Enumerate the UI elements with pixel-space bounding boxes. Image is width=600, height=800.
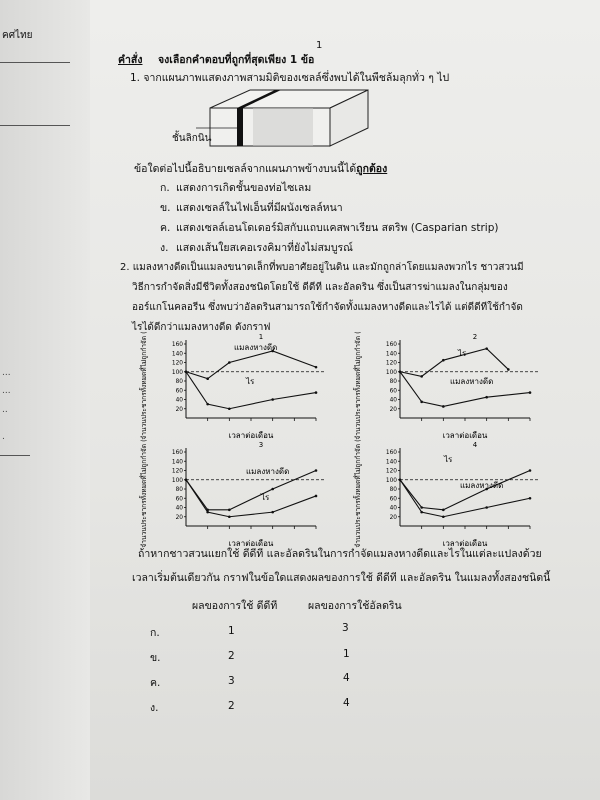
chart-svg bbox=[126, 332, 336, 442]
exam-page bbox=[90, 0, 600, 800]
y-tick-label: 40 bbox=[389, 505, 397, 512]
data-point bbox=[529, 391, 532, 394]
q1-question-emph: ถูกต้อง bbox=[356, 163, 388, 175]
row-ddt: 3 bbox=[228, 675, 235, 687]
y-tick-label: 20 bbox=[175, 406, 183, 413]
instruction-text: จงเลือกคำตอบที่ถูกที่สุดเพียง 1 ข้อ bbox=[158, 54, 315, 66]
data-point bbox=[399, 478, 402, 481]
q1-option-key: ข. bbox=[160, 202, 171, 214]
graph-4 bbox=[340, 440, 550, 550]
data-point bbox=[420, 506, 423, 509]
graph-1 bbox=[126, 332, 336, 442]
q1-option-key: ก. bbox=[160, 182, 170, 194]
data-point bbox=[315, 469, 318, 472]
y-tick-label: 140 bbox=[385, 459, 397, 466]
series-line bbox=[186, 351, 316, 379]
y-tick-label: 80 bbox=[389, 379, 397, 386]
q1-option-text: แสดงการเกิดชั้นของท่อไซเลม bbox=[176, 182, 312, 194]
chart-number: 3 bbox=[258, 441, 264, 449]
series-label: ไร bbox=[261, 493, 270, 502]
q1-option-text: แสดงเส้นใยสเคอเรงคิมาที่ยังไม่สมบูรณ์ bbox=[176, 242, 353, 254]
row-key: ก. bbox=[150, 627, 160, 639]
left-page-rule bbox=[0, 125, 70, 126]
data-point bbox=[185, 478, 188, 481]
q1-question: ข้อใดต่อไปนี้อธิบายเซลล์จากแผนภาพข้างบนนี้ได้ถูกต้อง bbox=[134, 163, 388, 175]
data-point bbox=[485, 506, 488, 509]
y-axis-label: จำนวนประชากรทั้งหมดที่ไม่ถูกกำจัด (%) bbox=[140, 440, 148, 548]
chart-number: 1 bbox=[258, 333, 264, 341]
y-tick-label: 60 bbox=[389, 388, 397, 395]
data-point bbox=[228, 515, 231, 518]
row-aldrin: 3 bbox=[342, 622, 349, 634]
q2-stem-line: วิธีการกำจัดสิ่งมีชีวิตทั้งสองชนิดโดยใช้ ดีดีที และอัลดริน ซึ่งเป็นสารฆ่าแมลงในกลุ่มของ bbox=[132, 282, 508, 293]
left-page-rule bbox=[0, 62, 70, 63]
y-tick-label: 60 bbox=[175, 496, 183, 503]
y-tick-label: 120 bbox=[385, 360, 397, 367]
left-page-fragment: คศไทย bbox=[2, 30, 33, 41]
series-label: ไร bbox=[246, 377, 255, 386]
q2-stem-line: 2. แมลงหางดีดเป็นแมลงขนาดเล็กที่พบอาศัยอยู่ในดิน และมักถูกล่าโดยแมลงพวกไร ชาวสวนมี bbox=[120, 262, 524, 273]
y-tick-label: 40 bbox=[389, 397, 397, 404]
y-tick-label: 40 bbox=[175, 505, 183, 512]
data-point bbox=[529, 497, 532, 500]
data-point bbox=[442, 515, 445, 518]
y-tick-label: 100 bbox=[385, 477, 397, 484]
y-axis-label: จำนวนประชากรทั้งหมดที่ไม่ถูกกำจัด (%) bbox=[354, 332, 362, 440]
series-label: แมลงหางดีด bbox=[234, 343, 278, 352]
data-point bbox=[271, 398, 274, 401]
y-tick-label: 80 bbox=[175, 379, 183, 386]
y-tick-label: 160 bbox=[385, 342, 397, 349]
data-point bbox=[420, 511, 423, 514]
data-point bbox=[485, 347, 488, 350]
data-point bbox=[228, 509, 231, 512]
graph-2 bbox=[340, 332, 550, 442]
series-label: แมลงหางดีด bbox=[246, 467, 290, 476]
y-tick-label: 140 bbox=[171, 459, 183, 466]
page-number: 1 bbox=[316, 40, 323, 51]
y-tick-label: 80 bbox=[175, 487, 183, 494]
row-aldrin: 4 bbox=[343, 697, 350, 709]
series-line bbox=[400, 349, 508, 377]
left-page-mark: ... bbox=[2, 368, 11, 378]
data-point bbox=[442, 405, 445, 408]
x-axis-label: เวลาต่อเดือน bbox=[442, 539, 488, 548]
chart-svg bbox=[340, 440, 550, 550]
data-point bbox=[399, 370, 402, 373]
data-point bbox=[420, 375, 423, 378]
data-point bbox=[206, 377, 209, 380]
data-point bbox=[228, 407, 231, 410]
data-point bbox=[442, 359, 445, 362]
q2-after-line: เวลาเริ่มต้นเดียวกัน กราฟในข้อใดแสดงผลของการใช้ ดีดีที และอัลดริน ในแมลงทั้งสองชนิดนี้ bbox=[132, 572, 551, 584]
q1-option-key: ค. bbox=[160, 222, 171, 234]
series-line bbox=[186, 480, 316, 517]
row-aldrin: 1 bbox=[343, 648, 350, 660]
lignin-label: ชั้นลิกนิน bbox=[172, 133, 212, 144]
left-page-mark: . bbox=[2, 432, 5, 442]
series-line bbox=[400, 471, 530, 510]
x-axis-label: เวลาต่อเดือน bbox=[228, 431, 274, 440]
q2-stem-line: ออร์แกโนคลอรีน ซึ่งพบว่าอัลดรินสามารถใช้กำจัดทั้งแมลงหางดีดและไรได้ แต่ดีดีทีใช้กำจัด bbox=[132, 302, 523, 313]
row-ddt: 1 bbox=[228, 625, 235, 637]
table-header-ddt: ผลของการใช้ ดีดีที bbox=[192, 600, 278, 612]
x-axis-label: เวลาต่อเดือน bbox=[442, 431, 488, 440]
data-point bbox=[228, 361, 231, 364]
row-key: ง. bbox=[150, 702, 159, 714]
data-point bbox=[185, 370, 188, 373]
row-ddt: 2 bbox=[228, 650, 235, 662]
left-page-rule bbox=[0, 455, 30, 456]
y-axis-label: จำนวนประชากรทั้งหมดที่ไม่ถูกกำจัด (%) bbox=[354, 440, 362, 548]
y-tick-label: 40 bbox=[175, 397, 183, 404]
graph-3 bbox=[126, 440, 336, 550]
series-label: แมลงหางดีด bbox=[450, 377, 494, 386]
series-label: แมลงหางดีด bbox=[460, 481, 504, 490]
q1-option-text: แสดงเซลล์ในไฟเอ็นที่มีผนังเซลล์หนา bbox=[176, 202, 343, 214]
series-label: ไร bbox=[458, 349, 467, 358]
data-point bbox=[315, 495, 318, 498]
data-point bbox=[485, 396, 488, 399]
chart-svg bbox=[126, 440, 336, 550]
q2-after-line: ถ้าหากชาวสวนแยกใช้ ดีดีที และอัลดรินในการกำจัดแมลงหางดีดและไรในแต่ละแปลงด้วย bbox=[138, 548, 542, 560]
y-tick-label: 140 bbox=[171, 351, 183, 358]
y-tick-label: 60 bbox=[389, 496, 397, 503]
row-key: ค. bbox=[150, 677, 161, 689]
x-axis-label: เวลาต่อเดือน bbox=[228, 539, 274, 548]
data-point bbox=[206, 403, 209, 406]
row-aldrin: 4 bbox=[343, 672, 350, 684]
data-point bbox=[271, 488, 274, 491]
y-tick-label: 100 bbox=[385, 369, 397, 376]
q2-stem-line: ไรได้ดีกว่าแมลงหางดีด ดังกราฟ bbox=[132, 322, 271, 333]
y-tick-label: 100 bbox=[171, 477, 183, 484]
y-axis-label: จำนวนประชากรทั้งหมดที่ไม่ถูกกำจัด (%) bbox=[140, 332, 148, 440]
chart-number: 4 bbox=[472, 441, 478, 449]
q1-stem: 1. จากแผนภาพแสดงภาพสามมิติของเซลล์ซึ่งพบได้ในพืชล้มลุกทั่ว ๆ ไป bbox=[130, 72, 450, 84]
data-point bbox=[420, 401, 423, 404]
row-ddt: 2 bbox=[228, 700, 235, 712]
y-tick-label: 80 bbox=[389, 487, 397, 494]
y-tick-label: 120 bbox=[171, 468, 183, 475]
y-tick-label: 160 bbox=[171, 450, 183, 457]
q1-option-key: ง. bbox=[160, 242, 169, 254]
data-point bbox=[529, 469, 532, 472]
data-point bbox=[206, 511, 209, 514]
y-tick-label: 120 bbox=[385, 468, 397, 475]
y-tick-label: 20 bbox=[389, 406, 397, 413]
data-point bbox=[315, 391, 318, 394]
y-tick-label: 160 bbox=[171, 342, 183, 349]
y-tick-label: 20 bbox=[175, 514, 183, 521]
cell-3d-diagram bbox=[190, 88, 370, 150]
data-point bbox=[507, 368, 510, 371]
y-tick-label: 100 bbox=[171, 369, 183, 376]
chart-svg bbox=[340, 332, 550, 442]
y-tick-label: 140 bbox=[385, 351, 397, 358]
q1-option-text: แสดงเซลล์เอนโดเดอร์มิสกับแถบแคสพาเรียน สตริพ (Casparian strip) bbox=[176, 222, 499, 234]
left-page-mark: .. bbox=[2, 405, 8, 415]
series-line bbox=[186, 471, 316, 510]
data-point bbox=[271, 511, 274, 514]
y-tick-label: 60 bbox=[175, 388, 183, 395]
y-tick-label: 160 bbox=[385, 450, 397, 457]
left-page-edge bbox=[0, 0, 92, 800]
data-point bbox=[315, 366, 318, 369]
table-header-aldrin: ผลของการใช้อัลดริน bbox=[308, 600, 402, 612]
data-point bbox=[442, 509, 445, 512]
chart-number: 2 bbox=[472, 333, 478, 341]
left-page-mark: ... bbox=[2, 386, 11, 396]
series-label: ไร bbox=[444, 455, 453, 464]
row-key: ข. bbox=[150, 652, 161, 664]
y-tick-label: 20 bbox=[389, 514, 397, 521]
y-tick-label: 120 bbox=[171, 360, 183, 367]
instruction-label: คำสั่ง bbox=[118, 54, 143, 66]
